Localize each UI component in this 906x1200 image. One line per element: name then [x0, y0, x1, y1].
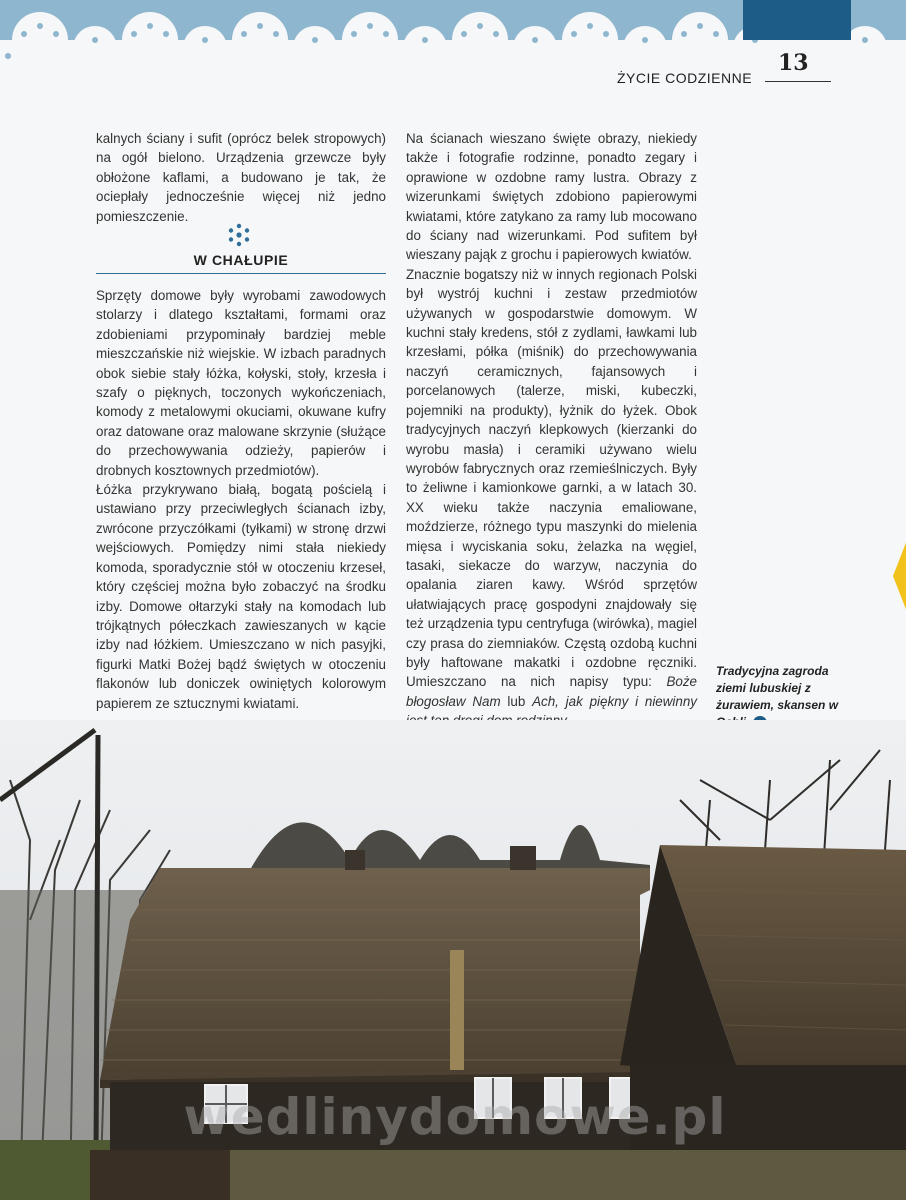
heading-rule — [96, 273, 386, 274]
watermark: wedlinydomowe.pl — [183, 1088, 727, 1146]
right-column — [406, 129, 697, 731]
quote-text: Ach, jak piękny i niewinny — [532, 693, 697, 709]
quote-text: Boże błogosław Nam — [406, 674, 697, 709]
section-title: ŻYCIE CODZIENNE — [617, 70, 753, 86]
snowflake-ornament-icon — [226, 222, 252, 248]
section-heading: W CHAŁUPIE — [193, 252, 289, 268]
paragraph-text: Znacznie bogatszy niż w innych regionach Polski był wystrój kuchni i zestaw przedmiotów używanych w gospodarstwie domowym. W kuchni stały kredens, stół z zydlami, ławkami lub krzesłami, półka (miśnik) do przechowywania naczyń ceramicznych, fajansowych i porcelanowych (talerze, miski, kubeczki, pojemniki na produkty), łyżnik do łyżek. Obok tradycyjnych naczyń klepkowych (kierzanki do wyrobu masła) i ceramiki używano wielu wyrobów fabrycznych oraz rzemieślniczych. Były to żeliwne i kamionkowe garnki, a w latach 30. XX wieku także naczynia emaliowane, moździerze, różnego typu maszynki do mielenia mięsa i wyciskania soku, żelazka na węgiel, tasaki, siekacze do warzyw, naczynia do opalania ziaren kawy. Wśród sprzętów ułatwiających pracę gospodyni znajdowały się też urządzenia typu centryfuga (wirówka), magiel czy prasa do ziemniaków. Częstą ozdobą kuchni były haftowane makatki i ozdobne ręczniki. Umieszczano na nich napisy typu: — [406, 266, 697, 690]
left-column — [96, 286, 386, 713]
paragraph: Łóżka przykrywano białą, bogatą pościelą i ustawiano przy przeciwległych ścianach izby, zwrócone przyczółkami (tyłkami) w stronę drzwi wejściowych. Pomiędzy nimi stała niekiedy komoda, sporadycznie stół w otoczeniu krzeseł, który częściej można było zobaczyć na środku izby. Domowe ołtarzyki stały na komodach lub trójkątnych półeczkach zawieszanych w kącie izby nad łóżkiem. Umieszczano w nich pasyjki, figurki Matki Bożej bądź świętych w otoczeniu flakonów lub doniczek owiniętych kolorowym papierem ze sztucznymi kwiatami. — [96, 482, 386, 711]
page-number-tab — [743, 0, 851, 40]
section-rule — [765, 81, 831, 82]
left-column-intro — [96, 129, 386, 226]
caption-text: Tradycyjna zagroda ziemi lubuskiej z żurawiem, skansen w — [716, 664, 839, 712]
connector-text: lub — [500, 693, 533, 709]
yellow-arrow-icon — [893, 540, 906, 612]
paragraph: Sprzęty domowe były wyrobami zawodowych stolarzy i dlatego kształtami, formami oraz zdobieniami przypominały bardziej meble mieszczańskie niż wiejskie. W izbach paradnych obok siebie stały łóżka, kołyski, stoły, krzesła i szafy o pięknych, toczonych wykończeniach, komody z metalowymi okuciami, okuwane kufry oraz datowane oraz malowane skrzynie (służące do przechowywania odzieży, papierów i drobnych kosztownych przedmiotów). — [96, 288, 386, 478]
paragraph — [406, 265, 697, 731]
paragraph: Na ścianach wieszano święte obrazy, niekiedy także i fotografie rodzinne, ponadto zegary i oprawione w ozdobne ramy lustra. Obrazy z wizerunkami świętych zdobiono papierowymi kwiatami, które zatykano za ramy lub mocowano do ściany nad wizerunkami. Pod sufitem był wieszany pająk z grochu i papierowych kwiatów. — [406, 131, 697, 263]
page-number: 13 — [778, 50, 809, 76]
intro-paragraph: kalnych ściany i sufit (oprócz belek stropowych) na ogół bielono. Urządzenia grzewcze były obłożone kaflami, a budowano je tak, że ociepłały jednocześnie więcej niż jedno pomieszczenie. — [96, 131, 386, 224]
